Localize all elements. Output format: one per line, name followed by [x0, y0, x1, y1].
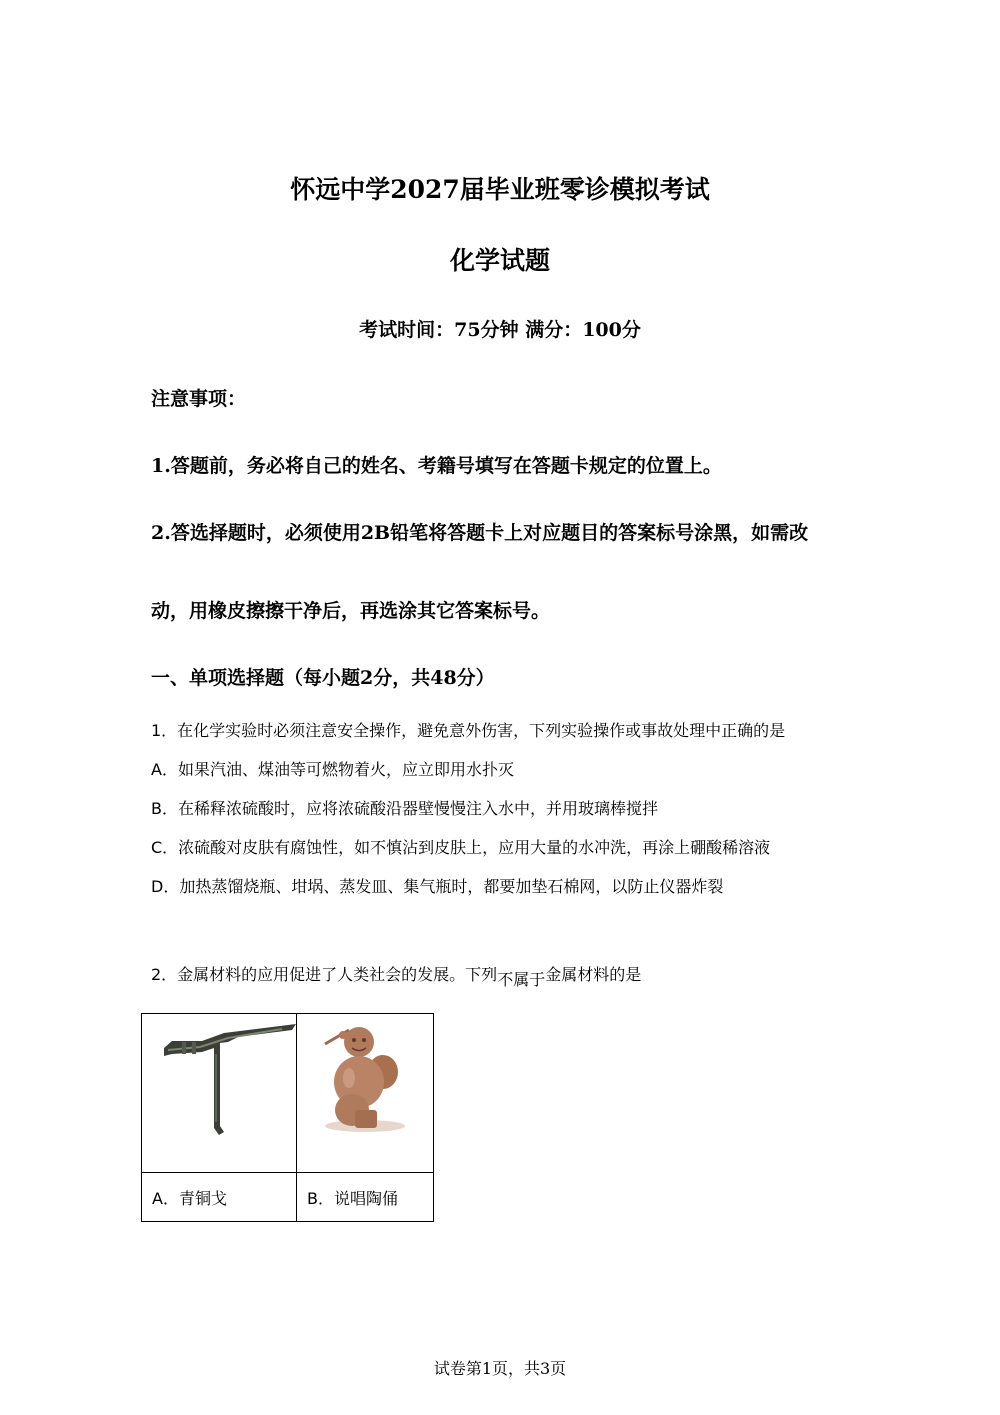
section-heading: 一、单项选择题（每小题2分，共48分） — [151, 667, 495, 689]
exam-meta: 考试时间：75分钟 满分：100分 — [359, 319, 641, 341]
q2-stem-after: 金属材料的是 — [545, 965, 642, 984]
q2-image-b-cell — [297, 1014, 434, 1173]
notes-item-2-line-2: 动，用橡皮擦擦干净后，再选涂其它答案标号。 — [151, 600, 551, 622]
q1-option-b: B．在稀释浓硫酸时，应将浓硫酸沿器壁慢慢注入水中，并用玻璃棒搅拌 — [151, 799, 658, 818]
bronze-ge-icon — [142, 1014, 296, 1168]
q2-stem — [151, 962, 642, 989]
q1-option-d: D．加热蒸馏烧瓶、坩埚、蒸发皿、集气瓶时，都要加垫石棉网，以防止仪器炸裂 — [151, 877, 724, 896]
q1-stem: 1．在化学实验时必须注意安全操作，避免意外伤害，下列实验操作或事故处理中正确的是 — [151, 721, 786, 740]
subject-title: 化学试题 — [449, 246, 550, 275]
q2-options-table — [141, 1013, 434, 1222]
notes-item-2-line-1: 2.答选择题时，必须使用2B铅笔将答题卡上对应题目的答案标号涂黑，如需改 — [151, 522, 809, 544]
exam-title: 怀远中学2027届毕业班零诊模拟考试 — [290, 175, 710, 204]
q2-option-b: B．说唱陶俑 — [297, 1173, 434, 1222]
q2-stem-before: 2．金属材料的应用促进了人类社会的发展。下列 — [151, 965, 498, 984]
q2-option-a: A．青铜戈 — [142, 1173, 297, 1222]
q1-option-c: C．浓硫酸对皮肤有腐蚀性，如不慎沾到皮肤上，应用大量的水冲洗，再涂上硼酸稀溶液 — [151, 838, 771, 857]
page-footer: 试卷第1页，共3页 — [433, 1359, 567, 1378]
q1-option-a: A．如果汽油、煤油等可燃物着火，应立即用水扑灭 — [151, 760, 514, 779]
notes-heading: 注意事项： — [151, 388, 247, 410]
q2-stem-emphasis: 不属于 — [497, 970, 546, 989]
q2-image-a-cell — [142, 1014, 297, 1173]
pottery-figurine-icon — [297, 1014, 433, 1168]
notes-item-1: 1.答题前，务必将自己的姓名、考籍号填写在答题卡规定的位置上。 — [151, 455, 722, 477]
